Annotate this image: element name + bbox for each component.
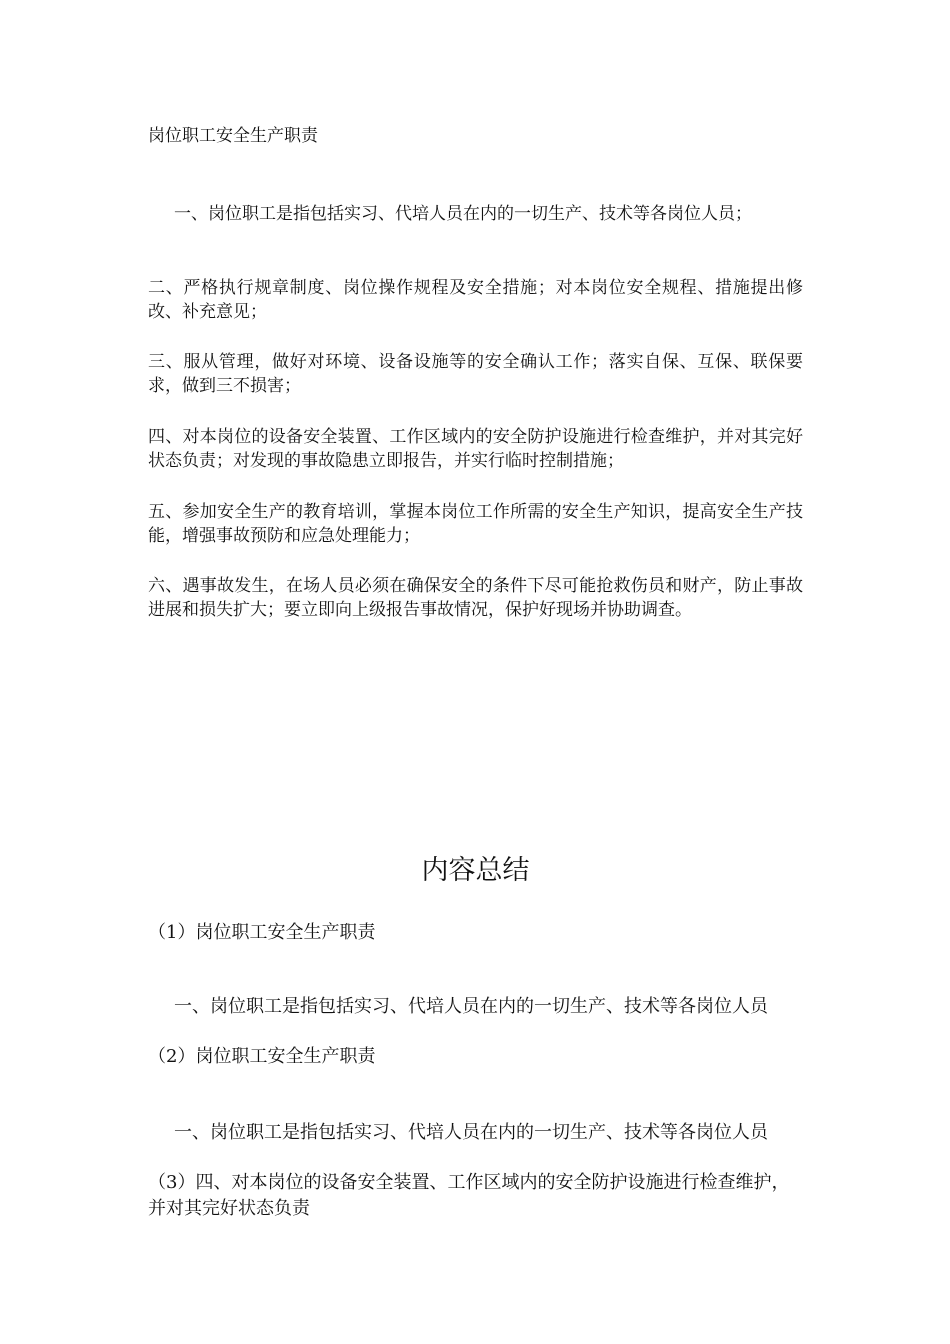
summary-line-3: （2）岗位职工安全生产职责 [148, 1046, 376, 1067]
paragraph-3: 三、服从管理，做好对环境、设备设施等的安全确认工作；落实自保、互保、联保要求，做到三不损害； [148, 352, 803, 396]
document-title: 岗位职工安全生产职责 [148, 126, 318, 146]
paragraph-1: 一、岗位职工是指包括实习、代培人员在内的一切生产、技术等各岗位人员； [174, 204, 752, 224]
paragraph-2: 二、严格执行规章制度、岗位操作规程及安全措施；对本岗位安全规程、措施提出修改、补充意见； [148, 278, 803, 322]
summary-line-1: （1）岗位职工安全生产职责 [148, 922, 376, 943]
summary-line-4: 一、岗位职工是指包括实习、代培人员在内的一切生产、技术等各岗位人员 [174, 1122, 768, 1143]
summary-line-5: （3）四、对本岗位的设备安全装置、工作区域内的安全防护设施进行检查维护，并对其完好状态负责 [148, 1172, 790, 1219]
paragraph-6: 六、遇事故发生，在场人员必须在确保安全的条件下尽可能抢救伤员和财产，防止事故进展和损失扩大；要立即向上级报告事故情况，保护好现场并协助调查。 [148, 576, 803, 620]
paragraph-5: 五、参加安全生产的教育培训，掌握本岗位工作所需的安全生产知识，提高安全生产技能，增强事故预防和应急处理能力； [148, 502, 803, 546]
paragraph-4: 四、对本岗位的设备安全装置、工作区域内的安全防护设施进行检查维护，并对其完好状态负责；对发现的事故隐患立即报告，并实行临时控制措施； [148, 427, 803, 471]
summary-line-2: 一、岗位职工是指包括实习、代培人员在内的一切生产、技术等各岗位人员 [174, 996, 768, 1017]
summary-heading: 内容总结 [421, 855, 530, 886]
